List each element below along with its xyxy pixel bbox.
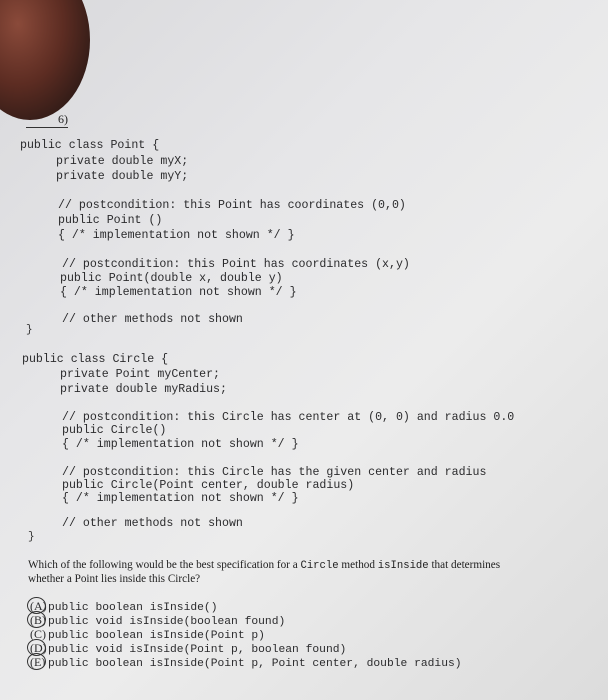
- question-line-1: [28, 559, 500, 572]
- point-ctor2-signature: public Point(double x, double y): [60, 272, 283, 285]
- circle-ctor2-signature: public Circle(Point center, double radius): [62, 479, 355, 492]
- option-c-text: public boolean isInside(Point p): [48, 630, 265, 642]
- question-text-c: that determines: [428, 559, 501, 571]
- option-b-text: public void isInside(boolean found): [48, 616, 286, 628]
- point-ctor2-body: { /* implementation not shown */ }: [60, 286, 297, 299]
- point-class-close: }: [26, 324, 33, 336]
- option-e-letter: (E): [30, 655, 48, 670]
- option-a-letter: (A): [30, 599, 47, 613]
- question-code-circle: Circle: [300, 560, 339, 572]
- option-b[interactable]: [30, 613, 285, 628]
- question-code-isinside: isInside: [377, 560, 429, 572]
- option-c-letter: (C): [30, 627, 46, 641]
- circle-ctor2-body: { /* implementation not shown */ }: [62, 492, 299, 505]
- circle-other-methods: // other methods not shown: [62, 517, 243, 530]
- circle-field-radius: private double myRadius;: [60, 383, 227, 396]
- circle-class-close: }: [28, 531, 35, 543]
- point-ctor1-signature: public Point (): [58, 214, 163, 227]
- circle-ctor1-signature: public Circle(): [62, 424, 167, 437]
- option-d-text: public void isInside(Point p, boolean found): [48, 644, 347, 656]
- question-line-2: whether a Point lies inside this Circle?: [28, 573, 201, 585]
- option-a[interactable]: [30, 599, 217, 614]
- option-e-text: public boolean isInside(Point p, Point center, double radius): [48, 658, 462, 670]
- option-a-text: public boolean isInside(): [48, 602, 218, 614]
- point-other-methods: // other methods not shown: [62, 313, 243, 326]
- point-field-y: private double myY;: [56, 170, 189, 183]
- point-ctor1-comment: // postcondition: this Point has coordinates (0,0): [58, 199, 406, 212]
- point-ctor2-comment: // postcondition: this Point has coordinates (x,y): [62, 258, 410, 271]
- point-class-header: public class Point {: [20, 139, 160, 152]
- option-b-letter: (B): [30, 613, 46, 627]
- option-c[interactable]: [30, 627, 265, 642]
- circle-class-header: public class Circle {: [22, 353, 169, 366]
- circle-ctor2-comment: // postcondition: this Circle has the given center and radius: [62, 466, 487, 479]
- point-field-x: private double myX;: [56, 155, 189, 168]
- option-d-letter: (D): [30, 641, 47, 655]
- option-d[interactable]: [30, 641, 346, 656]
- point-ctor1-body: { /* implementation not shown */ }: [58, 229, 295, 242]
- circle-field-center: private Point myCenter;: [60, 368, 221, 381]
- question-number: 6): [26, 112, 68, 128]
- question-text-a: Which of the following would be the best specification for a: [28, 559, 301, 571]
- circle-ctor1-body: { /* implementation not shown */ }: [62, 438, 299, 451]
- question-text-b: method: [338, 559, 378, 571]
- circle-ctor1-comment: // postcondition: this Circle has center at (0, 0) and radius 0.0: [62, 411, 515, 424]
- option-e[interactable]: [30, 655, 462, 670]
